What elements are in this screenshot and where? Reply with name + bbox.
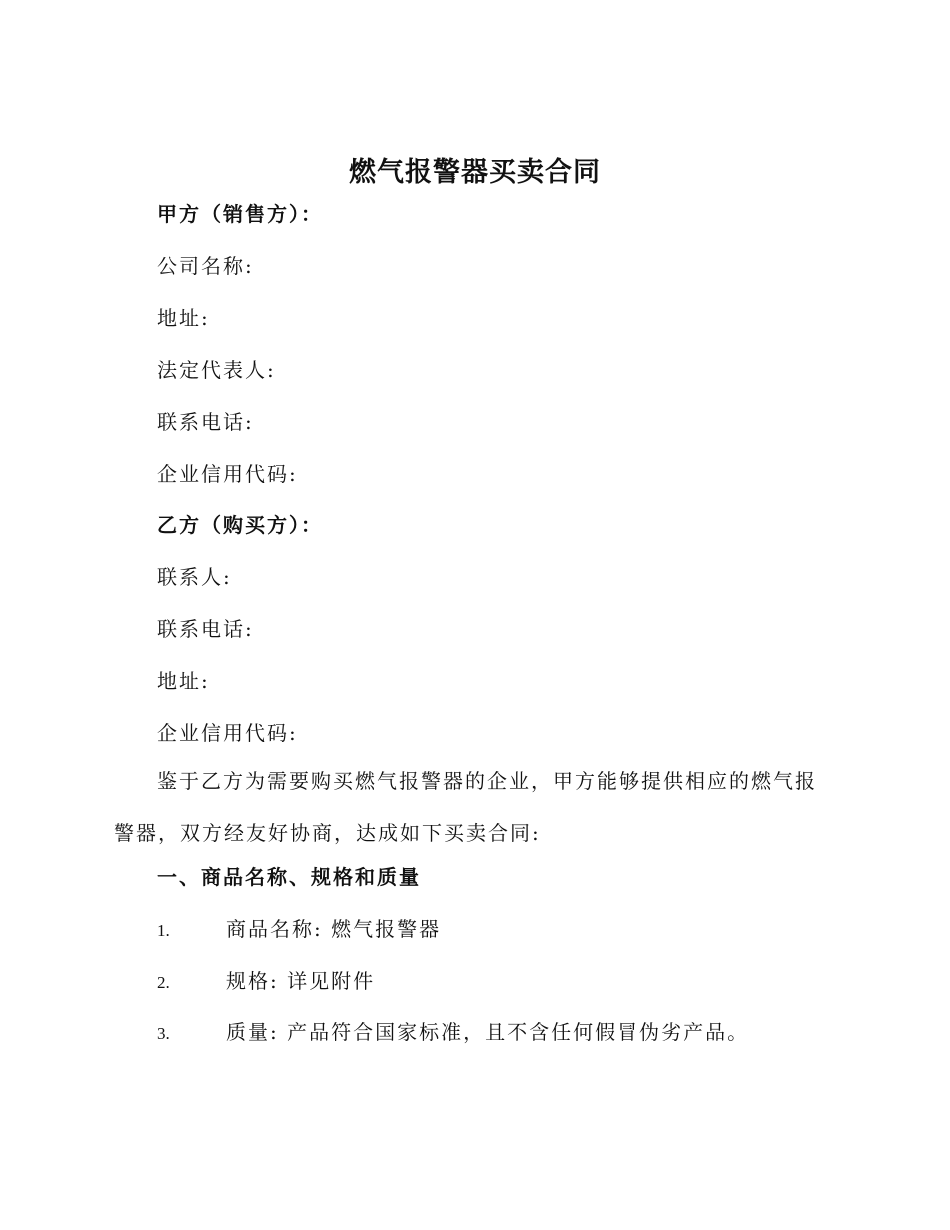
- list-item-number: 1.: [157, 921, 170, 940]
- list-item-text: 商品名称: 燃气报警器: [226, 917, 442, 941]
- party-b-phone-field: 联系电话:: [157, 617, 254, 641]
- party-a-heading: 甲方（销售方）：: [157, 202, 323, 226]
- list-item-text: 质量: 产品符合国家标准，且不含任何假冒伪劣产品。: [226, 1020, 750, 1044]
- party-b-credit-code-field: 企业信用代码:: [157, 721, 298, 745]
- party-b-contact-field: 联系人:: [157, 565, 232, 589]
- party-a-company-name-field: 公司名称:: [157, 254, 254, 278]
- intro-paragraph: 鉴于乙方为需要购买燃气报警器的企业，甲方能够提供相应的燃气报警器，双方经友好协商，达成如下买卖合同:: [114, 769, 817, 845]
- party-b-address-field: 地址:: [157, 669, 210, 693]
- list-item: [157, 1016, 749, 1045]
- section-1-heading: 一、商品名称、规格和质量: [157, 865, 421, 889]
- party-a-legal-rep-field: 法定代表人:: [157, 358, 276, 382]
- party-b-heading: 乙方（购买方）：: [157, 513, 323, 537]
- list-item-text: 规格: 详见附件: [226, 969, 376, 993]
- party-a-address-field: 地址:: [157, 306, 210, 330]
- party-a-credit-code-field: 企业信用代码:: [157, 462, 298, 486]
- list-item-number: 2.: [157, 973, 170, 992]
- document-title: 燃气报警器买卖合同: [349, 157, 601, 188]
- list-item: [157, 965, 375, 994]
- list-item: [157, 913, 441, 942]
- list-item-number: 3.: [157, 1024, 170, 1043]
- party-a-phone-field: 联系电话:: [157, 410, 254, 434]
